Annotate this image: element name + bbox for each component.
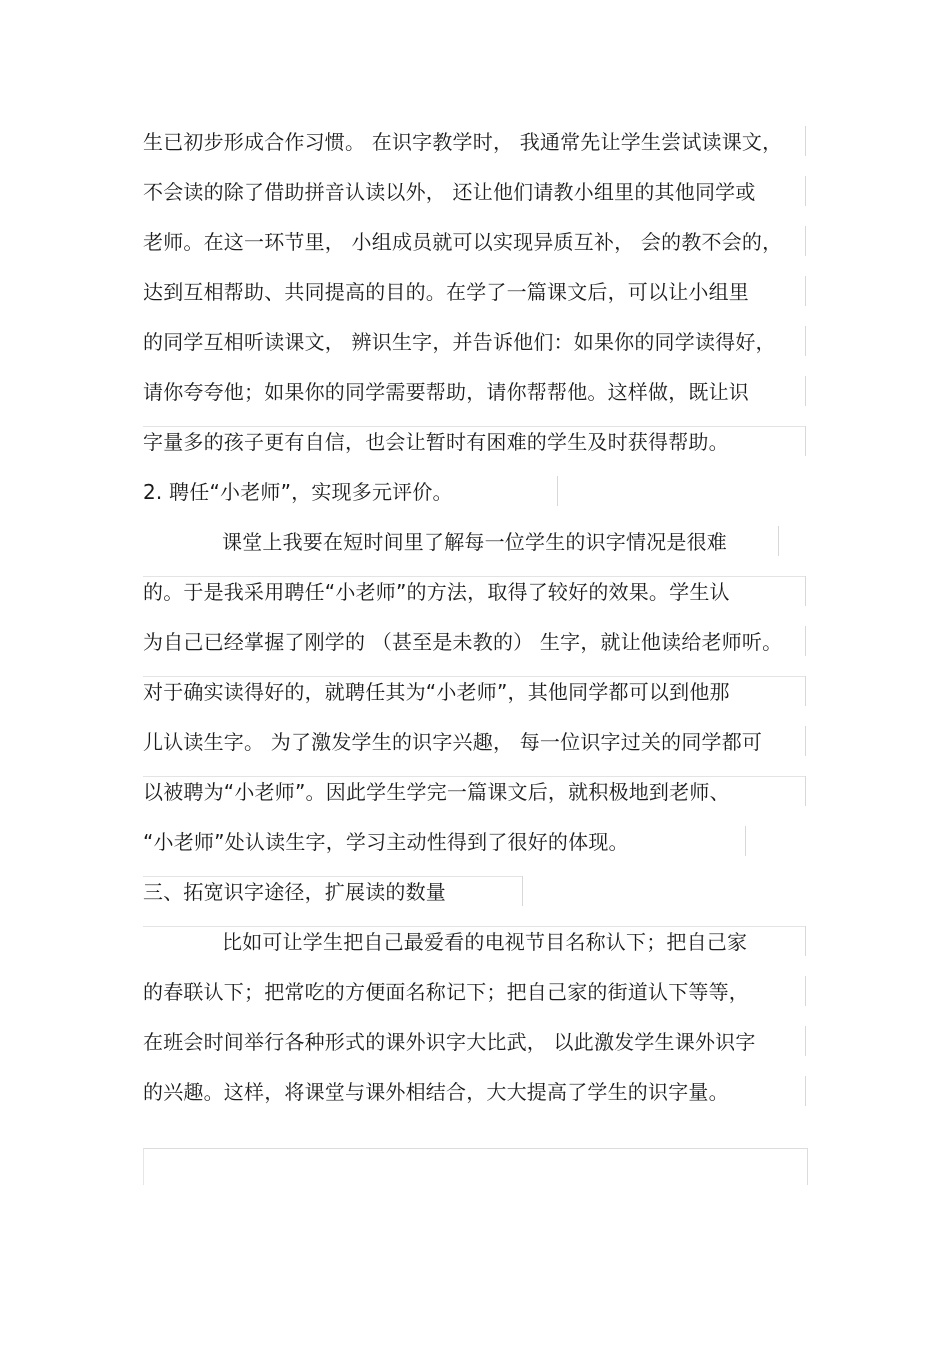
paragraph-line: 在班会时间举行各种形式的课外识字大比武， 以此激发学生课外识字	[143, 1030, 756, 1054]
table-rule	[805, 576, 806, 606]
table-rule	[805, 326, 806, 356]
table-rule	[805, 176, 806, 206]
paragraph-line: 的。于是我采用聘任“小老师”的方法，取得了较好的效果。学生认	[143, 580, 730, 604]
table-rule	[143, 876, 523, 877]
paragraph-line: 的兴趣。这样，将课堂与课外相结合，大大提高了学生的识字量。	[143, 1080, 729, 1104]
table-rule	[143, 576, 806, 577]
paragraph-line: 为自己已经掌握了刚学的 （甚至是未教的） 生字，就让他读给老师听。	[143, 630, 783, 654]
table-rule	[805, 1026, 806, 1056]
paragraph-line: 生已初步形成合作习惯。 在识字教学时， 我通常先让学生尝试读课文，	[143, 130, 783, 154]
table-rule	[805, 676, 806, 706]
paragraph-line: “小老师”处认读生字，学习主动性得到了很好的体现。	[143, 830, 629, 854]
table-rule	[805, 376, 806, 406]
table-rule	[805, 926, 806, 956]
table-rule	[143, 776, 806, 777]
table-rule	[805, 226, 806, 256]
paragraph-line: 以被聘为“小老师”。因此学生学完一篇课文后，就积极地到老师、	[143, 780, 730, 804]
paragraph-line: 比如可让学生把自己最爱看的电视节目名称认下；把自己家	[222, 930, 748, 954]
table-rule	[805, 626, 806, 656]
paragraph-line: 老师。在这一环节里， 小组成员就可以实现异质互补， 会的教不会的，	[143, 230, 783, 254]
table-rule	[805, 776, 806, 806]
table-rule	[805, 276, 806, 306]
paragraph-line: 儿认读生字。 为了激发学生的识字兴趣， 每一位识字过关的同学都可	[143, 730, 763, 754]
paragraph-line: 对于确实读得好的，就聘任其为“小老师”，其他同学都可以到他那	[143, 680, 730, 704]
table-rule	[805, 126, 806, 156]
paragraph-line: 的同学互相听读课文， 辨识生字，并告诉他们：如果你的同学读得好，	[143, 330, 776, 354]
section-heading: 三、拓宽识字途径，扩展读的数量	[143, 880, 446, 904]
table-rule	[557, 476, 558, 506]
table-rule	[745, 826, 746, 856]
table-rule	[143, 676, 806, 677]
table-rule	[805, 1076, 806, 1106]
table-rule	[143, 926, 806, 927]
section-heading: 2. 聘任“小老师”，实现多元评价。	[143, 480, 453, 504]
table-rule	[805, 726, 806, 756]
table-rule	[143, 426, 806, 427]
table-rule	[805, 976, 806, 1006]
paragraph-line: 达到互相帮助、共同提高的目的。在学了一篇课文后，可以让小组里	[143, 280, 749, 304]
table-rule	[522, 876, 523, 906]
paragraph-line: 请你夸夸他；如果你的同学需要帮助，请你帮帮他。这样做，既让识	[143, 380, 749, 404]
table-rule	[805, 426, 806, 456]
paragraph-line: 不会读的除了借助拼音认读以外， 还让他们请教小组里的其他同学或	[143, 180, 756, 204]
paragraph-line: 课堂上我要在短时间里了解每一位学生的识字情况是很难	[222, 530, 727, 554]
table-rule	[778, 526, 779, 556]
paragraph-line: 的春联认下；把常吃的方便面名称记下；把自己家的街道认下等等，	[143, 980, 749, 1004]
paragraph-line: 字量多的孩子更有自信，也会让暂时有困难的学生及时获得帮助。	[143, 430, 729, 454]
empty-table-cell	[143, 1148, 808, 1185]
